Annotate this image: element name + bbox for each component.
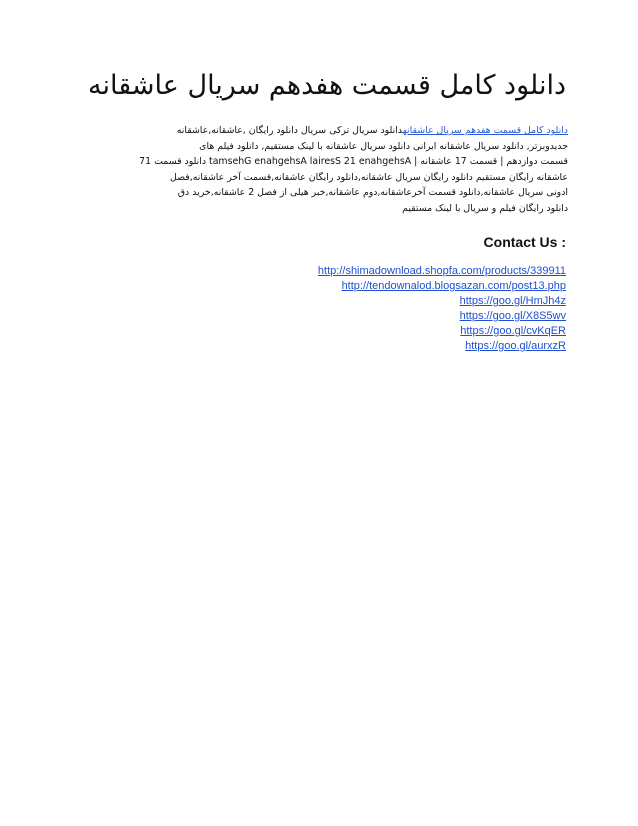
contact-link[interactable]: http://tendownalod.blogsazan.com/post13.php: [341, 280, 566, 292]
line-1-text: دانلود سریال ترکی سریال دانلود رایگان ,عاشقانه,عاشقانه: [176, 125, 403, 136]
contact-link[interactable]: https://goo.gl/X8S5wv: [459, 310, 566, 322]
paragraph-line-4: عاشقانه رایگان مستقیم دانلود رایگان سریال عاشقانه,دانلود رایگان عاشقانه,قسمت آخر عاشقانه,فصل: [170, 171, 568, 183]
contact-links: [318, 264, 566, 354]
paragraph-line-5: ادونی سریال عاشقانه,دانلود قسمت آخرعاشقانه,دوم عاشقانه,خبر هیلی از فصل 2 عاشقانه,خرید دق: [177, 187, 568, 199]
contact-link[interactable]: https://goo.gl/HmJh4z: [459, 295, 566, 307]
title-link[interactable]: دانلود کامل قسمت هفدهم سریال عاشقانه: [402, 125, 568, 136]
document-title: دانلود کامل قسمت هفدهم سریال عاشقانه: [88, 70, 566, 101]
contact-link[interactable]: http://shimadownload.shopfa.com/products/339911: [317, 265, 566, 277]
paragraph-line-3: قسمت دوازدهم | قسمت 17 عاشقانه | tamsehG enahgehsA lairesS 21 enahgehsA دانلود قسمت 71: [139, 156, 568, 168]
paragraph-line-6: دانلود رایگان فیلم و سریال با لینک مستقیم: [402, 202, 568, 214]
paragraph-line-1: [48, 123, 568, 139]
description-paragraph: [48, 123, 568, 217]
contact-link[interactable]: https://goo.gl/cvKqER: [460, 325, 566, 337]
paragraph-line-2: جدیدوبرتر, دانلود سریال عاشقانه ایرانی دانلود سریال عاشقانه با لینک مستقیم, دانلود فیلم های: [199, 140, 568, 152]
contact-link[interactable]: https://goo.gl/aurxzR: [465, 340, 566, 352]
contact-heading: Contact Us :: [483, 234, 566, 250]
